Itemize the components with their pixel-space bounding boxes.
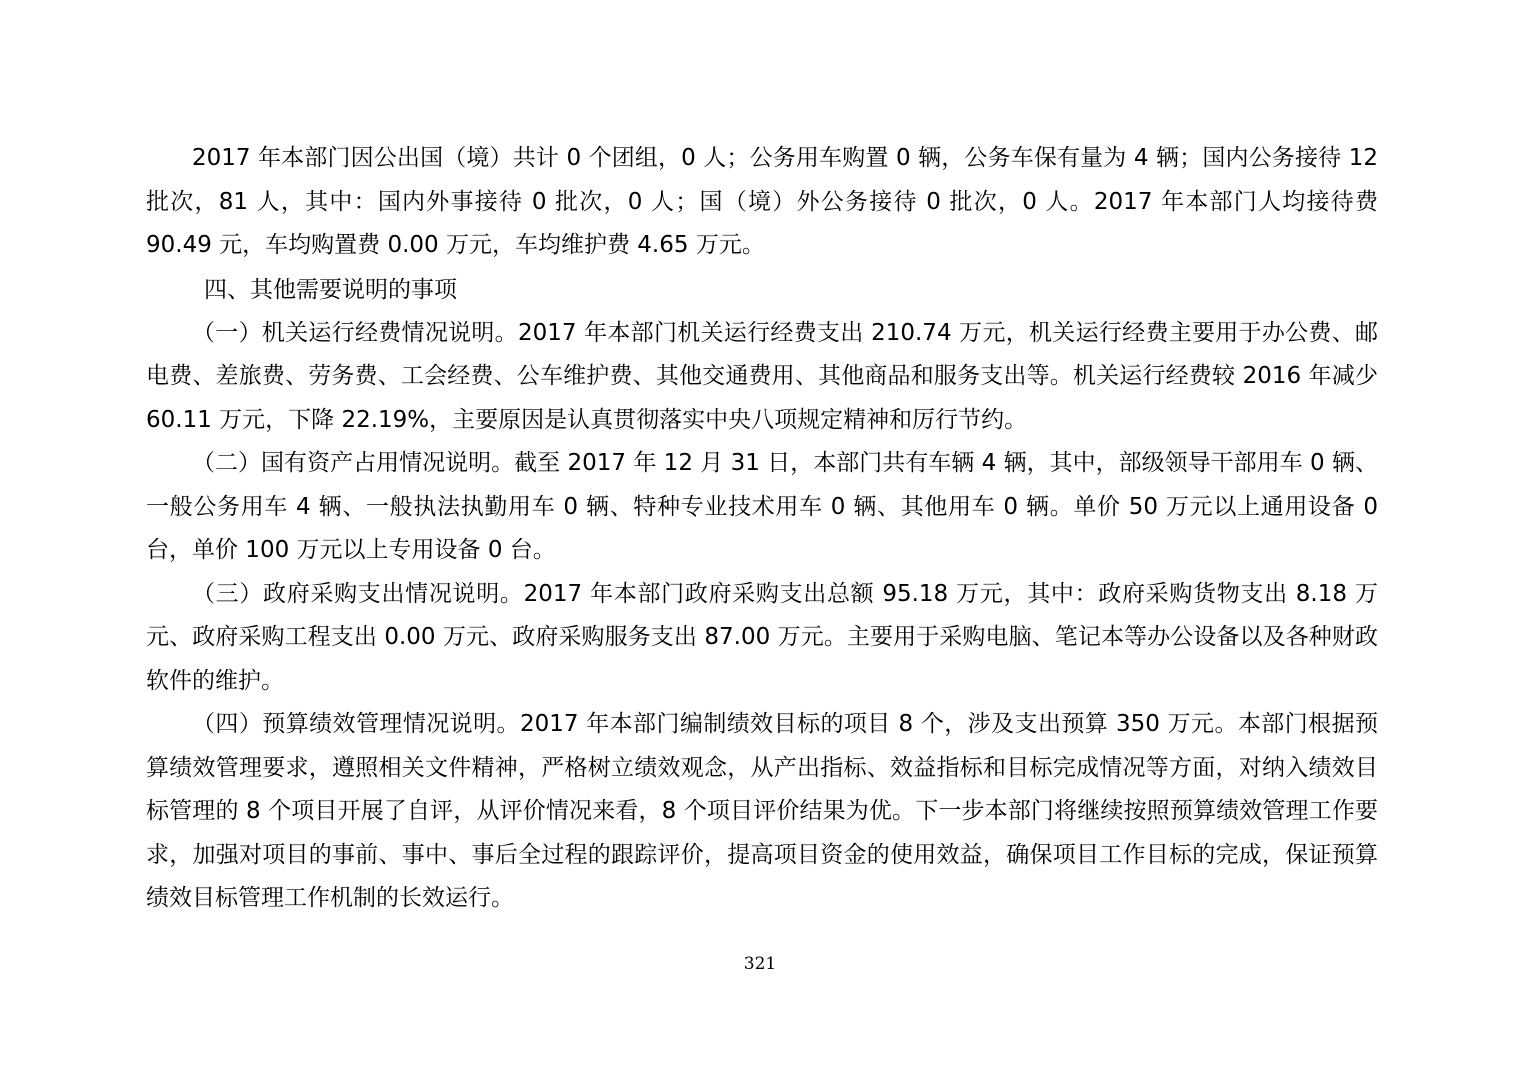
paragraph-performance-management: （四）预算绩效管理情况说明。2017 年本部门编制绩效目标的项目 8 个，涉及支出预算 350 万元。本部门根据预算绩效管理要求，遵照相关文件精神，严格树立绩效观念，从产出指标、效益指标和目标完成情况等方面，对纳入绩效目标管理的 8 个项目开展了自评，从评价情况来看，8 个项目评价结果为优。下一步本部门将继续按照预算绩效管理工作要求，加强对项目的事前、事中、事后全过程的跟踪评价，提高项目资金的使用效益，确保项目工作目标的完成，保证预算绩效目标管理工作机制的长效运行。 <box>146 711 1378 911</box>
paragraph-operating-expenses: （一）机关运行经费情况说明。2017 年本部门机关运行经费支出 210.74 万元，机关运行经费主要用于办公费、邮电费、差旅费、劳务费、工会经费、公车维护费、其他交通费用、其他商品和服务支出等。机关运行经费较 2016 年减少 60.11 万元，下降 22.19%，主要原因是认真贯彻落实中央八项规定精神和厉行节约。 <box>146 319 1378 433</box>
paragraph-state-assets: （二）国有资产占用情况说明。截至 2017 年 12 月 31 日，本部门共有车辆 4 辆，其中，部级领导干部用车 0 辆、一般公务用车 4 辆、一般执法执勤用车 0 辆、特种专业技术用车 0 辆、其他用车 0 辆。单价 50 万元以上通用设备 0 台，单价 100 万元以上专用设备 0 台。 <box>146 450 1378 563</box>
page-number: 321 <box>743 954 777 974</box>
paragraph-government-procurement: （三）政府采购支出情况说明。2017 年本部门政府采购支出总额 95.18 万元，其中：政府采购货物支出 8.18 万元、政府采购工程支出 0.00 万元、政府采购服务支出 87.00 万元。主要用于采购电脑、笔记本等办公设备以及各种财政软件的维护。 <box>146 580 1378 694</box>
paragraph-official-expenses: 2017 年本部门因公出国（境）共计 0 个团组，0 人；公务用车购置 0 辆，公务车保有量为 4 辆；国内公务接待 12 批次，81 人，其中：国内外事接待 0 批次，0 人；国（境）外公务接待 0 批次，0 人。2017 年本部门人均接待费 90.49 元，车均购置费 0.00 万元，车均维护费 4.65 万元。 <box>146 145 1378 258</box>
section-heading: 四、其他需要说明的事项 <box>204 276 457 303</box>
document-body <box>146 137 1378 921</box>
